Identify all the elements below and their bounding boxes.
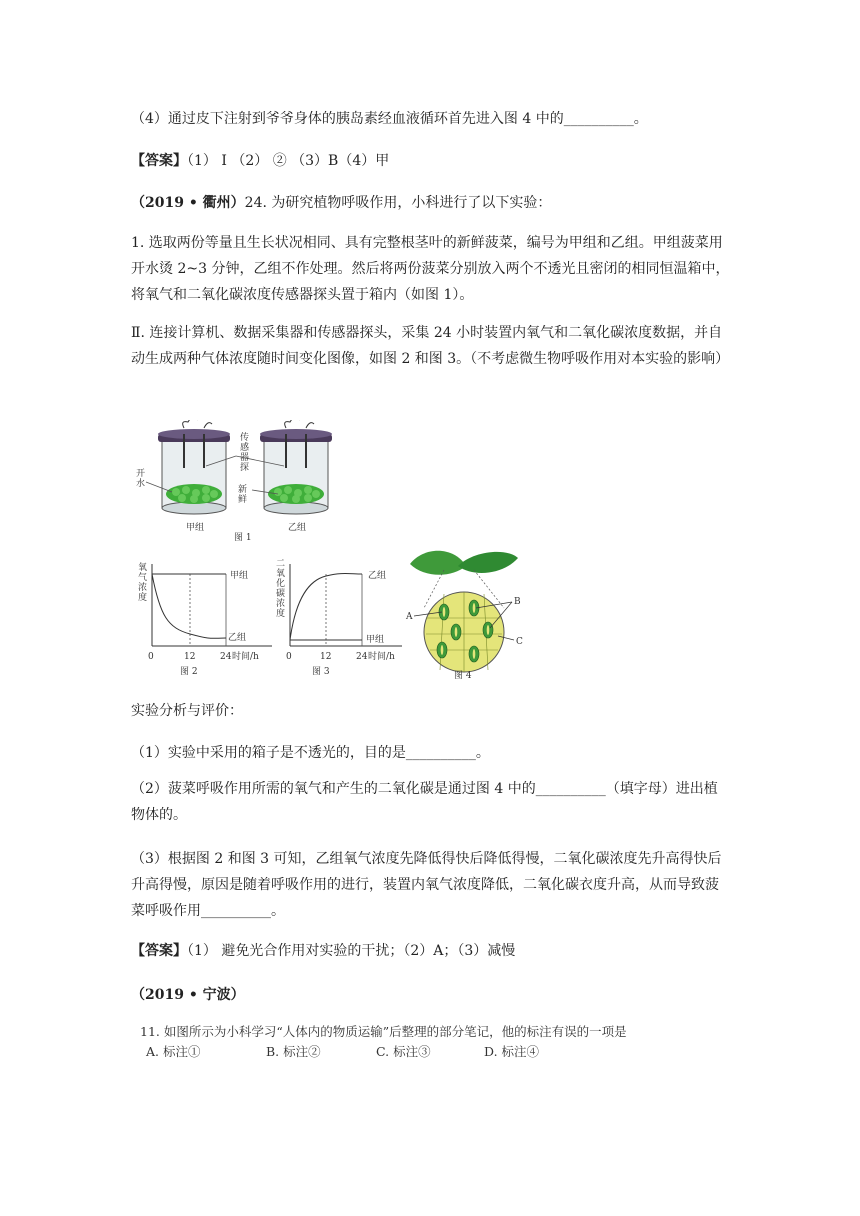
fig3-tick-24: 24 — [356, 652, 368, 662]
fig2-tick-0: 0 — [148, 652, 154, 662]
answer-1 — [131, 148, 731, 174]
fig3-tick-12: 12 — [320, 652, 332, 662]
answer-label: 【答案】 — [131, 153, 187, 169]
fig3-caption: 图 3 — [312, 667, 330, 677]
fig1-caption: 图 1 — [234, 533, 252, 543]
scanned-stem: 11. 如图所示为小科学习“人体内的物质运输”后整理的部分笔记，他的标注有误的一项是 — [140, 1024, 627, 1039]
figure-1 — [132, 420, 352, 545]
figure-4 — [404, 546, 534, 681]
answer-2 — [131, 938, 731, 964]
q4-line: （4）通过皮下注射到爷爷身体的胰岛素经血液循环首先进入图 4 中的__________。 — [131, 111, 648, 127]
sub-question-2: （2）菠菜呼吸作用所需的氧气和产生的二氧化碳是通过图 4 中的__________（填字母）进出植物体的。 — [131, 781, 718, 823]
q2-heading — [131, 190, 731, 216]
answer-label: 【答案】 — [131, 943, 187, 959]
option-c: C. 标注③ — [376, 1044, 431, 1059]
analysis-heading: 实验分析与评价： — [131, 703, 243, 719]
fig4-caption: 图 4 — [454, 671, 472, 681]
q3-source: （2019 • 宁波） — [131, 987, 245, 1003]
fig3-tick-0: 0 — [286, 652, 292, 662]
jar-right — [260, 420, 332, 514]
option-d: D. 标注④ — [484, 1044, 540, 1059]
fig2-xlabel: 时间/h — [232, 652, 259, 662]
fig3-ylabel: 二氧化碳浓度 — [276, 559, 286, 619]
sensor-label: 传感器探 — [240, 433, 250, 473]
scanned-question — [140, 1022, 650, 1070]
fig4-label-b: B — [514, 597, 521, 607]
figure-3 — [270, 556, 410, 681]
figure-2 — [132, 556, 282, 681]
q2-step1: 1. 选取两份等量且生长状况相同、具有完整根茎叶的新鲜菠菜，编号为甲组和乙组。甲组菠菜用开水烫 2~3 分钟，乙组不作处理。然后将两份菠菜分别放入两个不透光且密闭的相同恒温箱中，将氧气和二氧化碳浓度传感器探头置于箱内（如图 1）。 — [131, 235, 730, 303]
q2-step2: Ⅱ. 连接计算机、数据采集器和传感器探头，采集 24 小时装置内氧气和二氧化碳浓度数据，并自动生成两种气体浓度随时间变化图像，如图 2 和图 3。（不考虑微生物呼吸作用对本实验的影响） — [131, 325, 730, 367]
fig3-series-top: 乙组 — [368, 571, 387, 581]
answer-text: （1） Ⅰ （2） ② （3）B（4）甲 — [187, 153, 390, 169]
fig2-series-top: 甲组 — [230, 571, 249, 581]
option-a: A. 标注① — [146, 1044, 201, 1059]
fig2-caption: 图 2 — [180, 667, 198, 677]
option-b: B. 标注② — [266, 1044, 321, 1059]
fig4-label-a: A — [406, 612, 413, 622]
answer-text: （1） 避免光合作用对实验的干扰；（2）A；（3）减慢 — [187, 943, 516, 959]
group-a-label: 甲组 — [186, 523, 205, 533]
sub-question-1: （1）实验中采用的箱子是不透光的，目的是__________。 — [131, 745, 490, 761]
sub-question-3: （3）根据图 2 和图 3 可知，乙组氧气浓度先降低得快后降低得慢，二氧化碳浓度先升高得快后升高得慢，原因是随着呼吸作用的进行，装置内氧气浓度降低，二氧化碳衣度升高，从而导致菠菜呼吸作用__________。 — [131, 851, 722, 919]
fig2-series-bottom: 乙组 — [228, 633, 247, 643]
q2-source: （2019 • 衢州） — [131, 195, 245, 211]
fig3-series-bottom: 甲组 — [366, 635, 385, 645]
fig2-tick-12: 12 — [184, 652, 196, 662]
left-jar-label: 开水 — [136, 469, 146, 489]
jar-left — [158, 420, 230, 514]
right-jar-label: 新鲜 — [238, 485, 248, 505]
fig4-label-c: C — [516, 637, 523, 647]
fig3-xlabel: 时间/h — [368, 652, 395, 662]
group-b-label: 乙组 — [288, 523, 307, 533]
q2-stem: 24. 为研究植物呼吸作用，小科进行了以下实验： — [244, 195, 552, 211]
fig2-ylabel: 氧气浓度 — [138, 563, 148, 603]
fig2-tick-24: 24 — [220, 652, 232, 662]
